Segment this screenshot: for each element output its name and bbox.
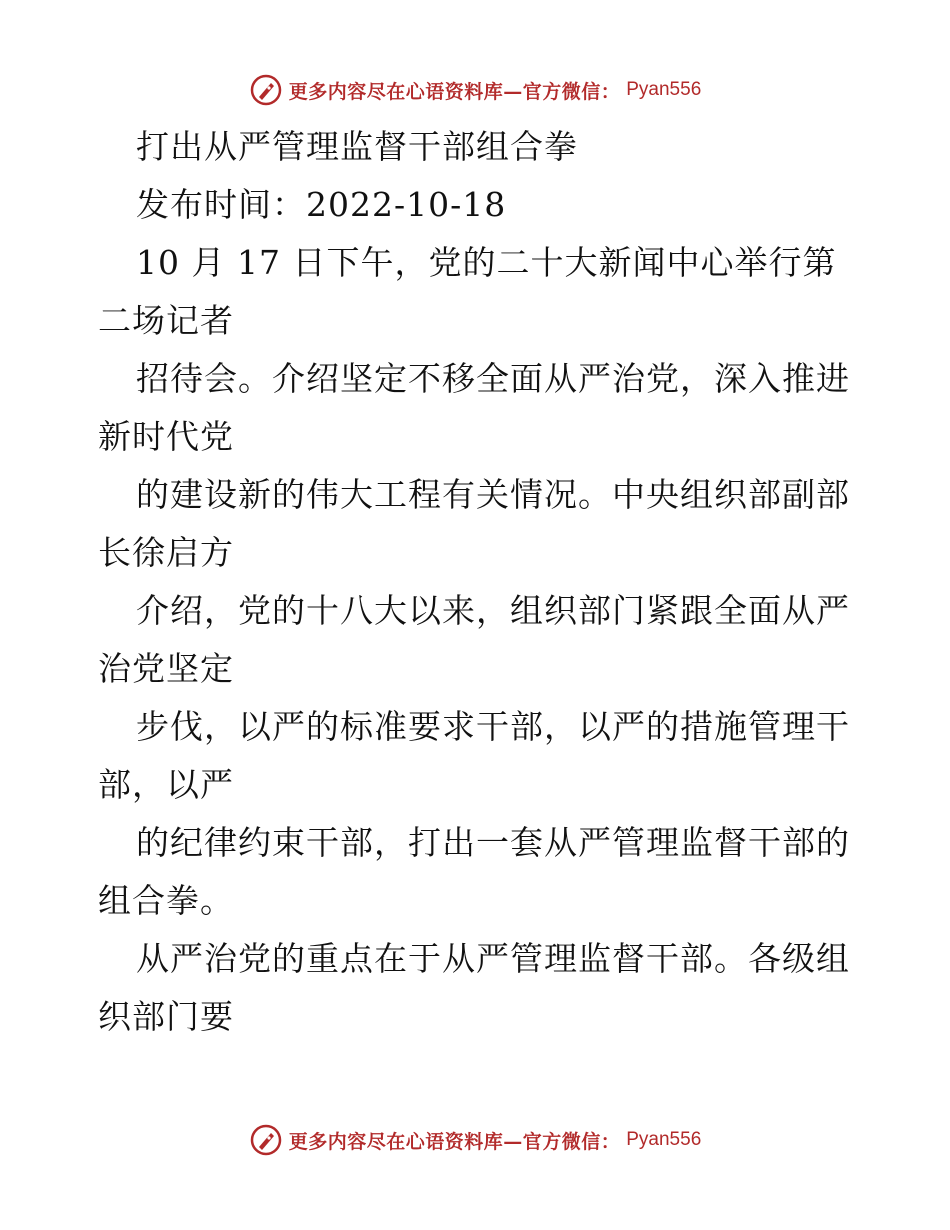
watermark-wechat-id: Pyan556: [626, 1129, 702, 1150]
body-text-line: 组合拳。: [98, 881, 234, 920]
body-text-line: 步伐，以严的标准要求干部，以严的措施管理干: [136, 707, 850, 746]
pen-nib-logo-icon: [249, 73, 283, 107]
body-text-line: 部，以严: [98, 765, 234, 804]
body-text-line: 从严治党的重点在于从严管理监督干部。各级组: [136, 939, 850, 978]
watermark-text: 更多内容尽在心语资料库—官方微信：: [288, 80, 621, 103]
body-text-line: 的纪律约束干部，打出一套从严管理监督干部的: [136, 823, 850, 862]
publish-date: 发布时间：2022-10-18: [136, 185, 507, 224]
document-title: 打出从严管理监督干部组合拳: [136, 127, 578, 166]
body-text-line: 新时代党: [98, 417, 234, 456]
pen-nib-logo-icon: [249, 1123, 283, 1157]
body-text-line: 10 月 17 日下午，党的二十大新闻中心举行第: [136, 243, 837, 282]
body-text-line: 招待会。介绍坚定不移全面从严治党，深入推进: [136, 359, 850, 398]
body-text-line: 介绍，党的十八大以来，组织部门紧跟全面从严: [136, 591, 850, 630]
body-text-line: 治党坚定: [98, 649, 234, 688]
body-text-line: 二场记者: [98, 301, 234, 340]
watermark-text: 更多内容尽在心语资料库—官方微信：: [288, 1130, 621, 1153]
footer-watermark: [0, 1120, 950, 1160]
body-text-line: 织部门要: [98, 997, 234, 1036]
document-body: [98, 118, 858, 1046]
header-watermark: [0, 70, 950, 110]
body-text-line: 长徐启方: [98, 533, 234, 572]
watermark-wechat-id: Pyan556: [626, 79, 702, 100]
body-text-line: 的建设新的伟大工程有关情况。中央组织部副部: [136, 475, 850, 514]
